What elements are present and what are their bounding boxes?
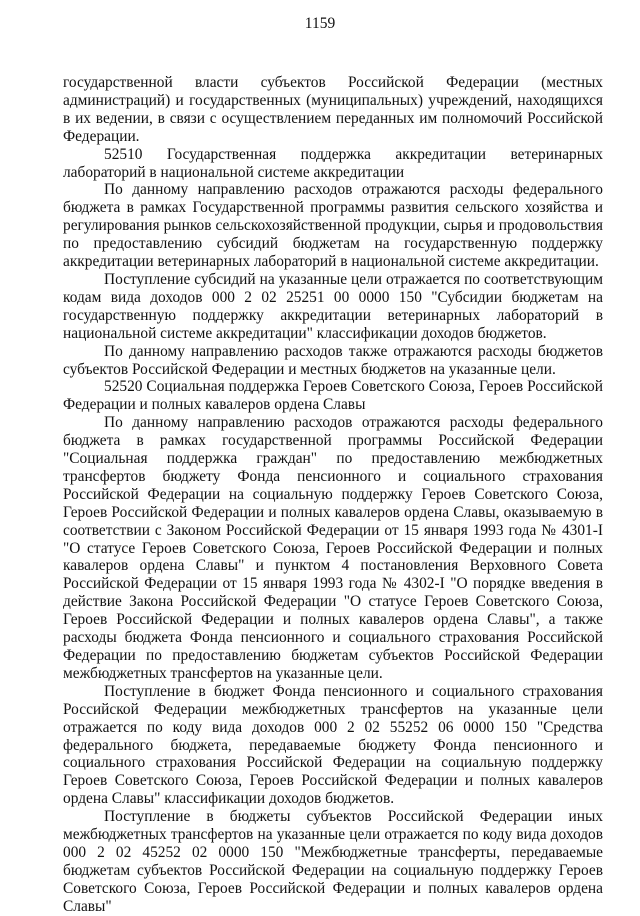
paragraph-continuation: государственной власти субъектов Российской Федерации (местных администраций) и государственных (муниципальных) учреждений, находящихся в их ведении, в связи с осуществлением переданных им полномочий Российской Федерации.: [63, 74, 603, 145]
document-body: [63, 74, 603, 916]
paragraph-52510-regional: По данному направлению расходов также отражаются расходы бюджетов субъектов Российской Федерации и местных бюджетов на указанные цели.: [63, 342, 603, 378]
section-heading-52520: 52520 Социальная поддержка Героев Советского Союза, Героев Российской Федерации и полных кавалеров ордена Славы: [63, 378, 603, 414]
page-number: 1159: [304, 15, 336, 32]
paragraph-52510-revenue: Поступление субсидий на указанные цели отражается по соответствующим кодам вида доходов 000 2 02 25251 00 0000 150 "Субсидии бюджетам на государственную поддержку аккредитации ветеринарных лабораторий в национальной системе аккредитации" классификации доходов бюджетов.: [63, 270, 603, 342]
paragraph-52520-expenses: По данному направлению расходов отражаются расходы федерального бюджета в рамках государственной программы Российской Федерации "Социальная поддержка граждан" по предоставлению межбюджетных трансфертов бюджету Фонда пенсионного и социального страхования Российской Федерации на социальную поддержку Героев Советского Союза, Героев Российской Федерации и полных кавалеров ордена Славы, оказываемую в соответствии с Законом Российской Федерации от 15 января 1993 года № 4301-I "О статусе Героев Советского Союза, Героев Российской Федерации и полных кавалеров ордена Славы" и пунктом 4 постановления Верховного Совета Российской Федерации от 15 января 1993 года № 4302-I "О порядке введения в действие Закона Российской Федерации "О статусе Героев Советского Союза, Героев Российской Федерации и полных кавалеров ордена Славы", а также расходы бюджета Фонда пенсионного и социального страхования Российской Федерации по предоставлению бюджетам субъектов Российской Федерации межбюджетных трансфертов на указанные цели.: [63, 414, 603, 682]
section-heading-52510: 52510 Государственная поддержка аккредитации ветеринарных лабораторий в национальной системе аккредитации: [63, 145, 603, 181]
paragraph-52520-regional-revenue: Поступление в бюджеты субъектов Российской Федерации иных межбюджетных трансфертов на указанные цели отражается по коду вида доходов 000 2 02 45252 02 0000 150 "Межбюджетные трансферты, передаваемые бюджетам субъектов Российской Федерации на социальную поддержку Героев Советского Союза, Героев Российской Федерации и полных кавалеров ордена Славы": [63, 808, 603, 915]
paragraph-52520-fund-revenue: Поступление в бюджет Фонда пенсионного и социального страхования Российской Федерации межбюджетных трансфертов на указанные цели отражается по коду вида доходов 000 2 02 55252 06 0000 150 "Средства федерального бюджета, передаваемые бюджету Фонда пенсионного и социального страхования Российской Федерации на социальную поддержку Героев Советского Союза, Героев Российской Федерации и полных кавалеров ордена Славы" классификации доходов бюджетов.: [63, 682, 603, 808]
paragraph-52510-expenses: По данному направлению расходов отражаются расходы федерального бюджета в рамках Государственной программы развития сельского хозяйства и регулирования рынков сельскохозяйственной продукции, сырья и продовольствия по предоставлению субсидий бюджетам на государственную поддержку аккредитации ветеринарных лабораторий в национальной системе аккредитации.: [63, 181, 603, 271]
